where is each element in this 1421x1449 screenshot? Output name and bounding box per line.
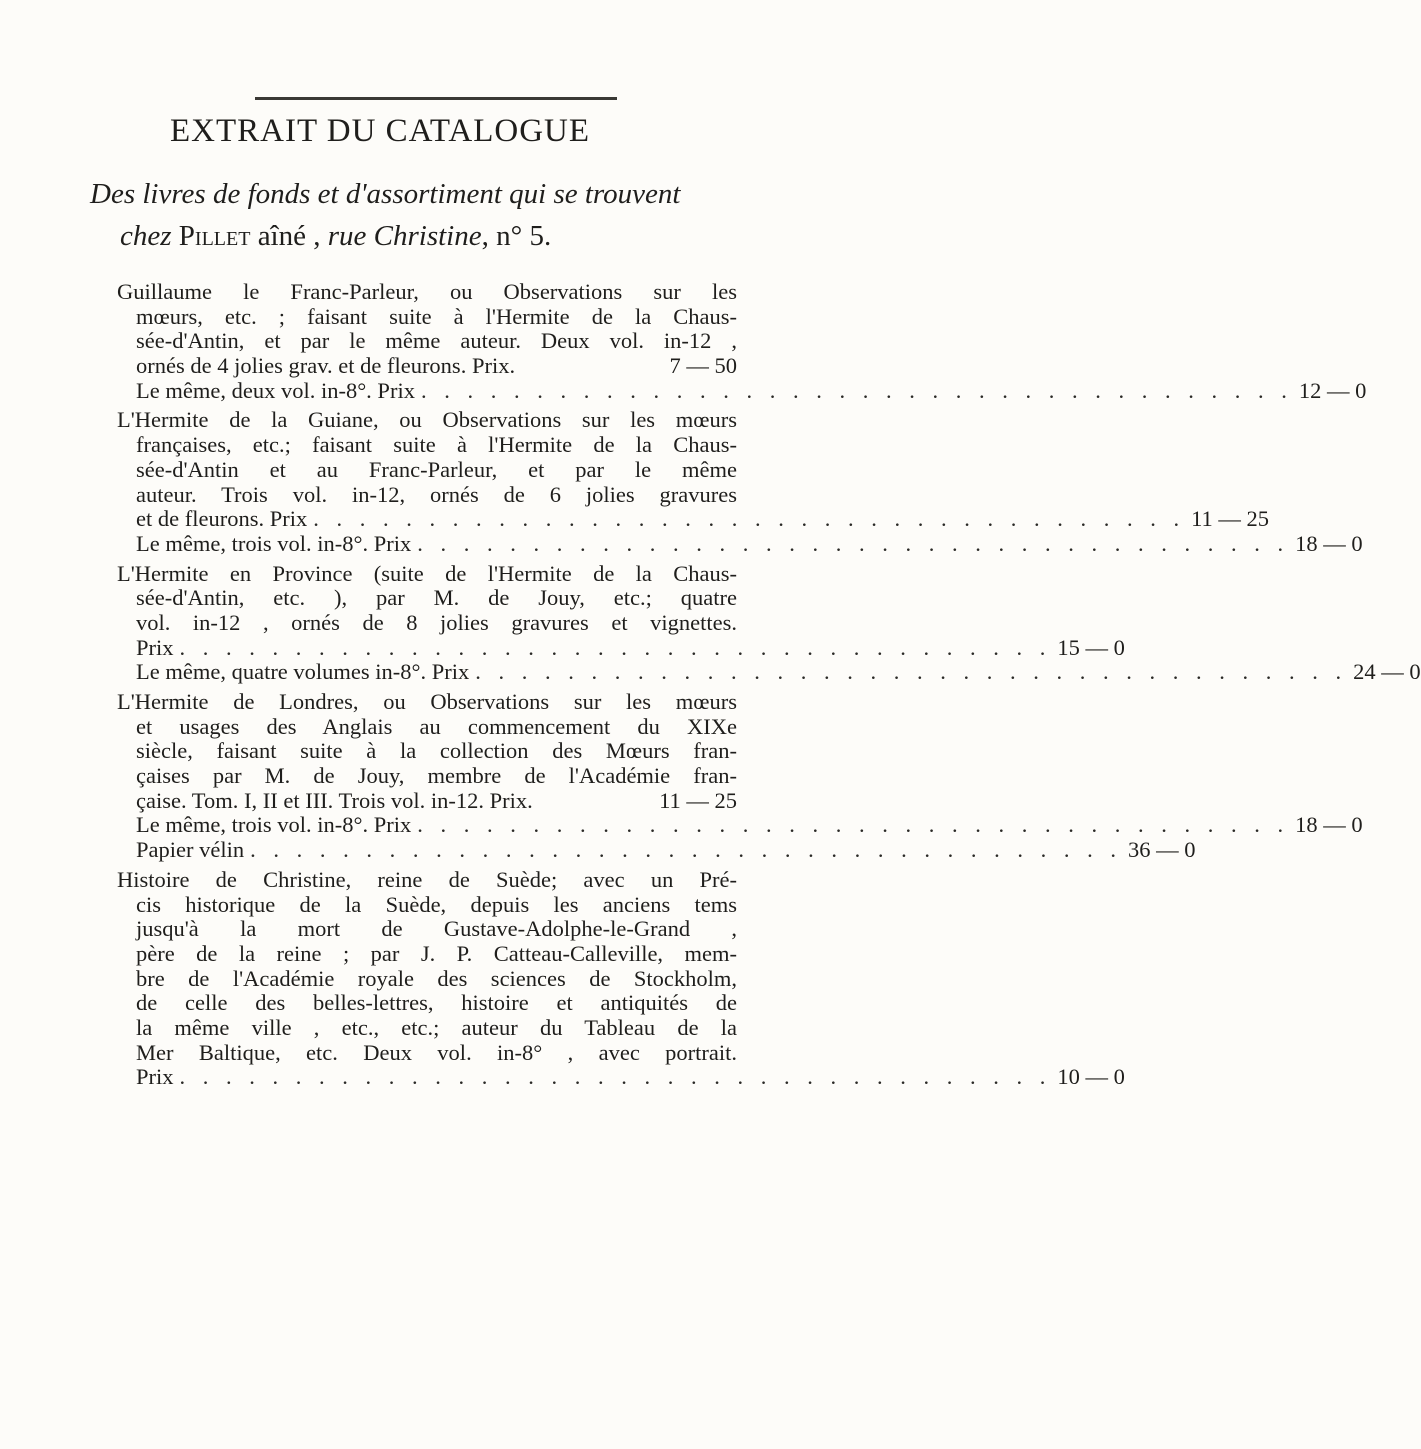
leader-dots	[533, 789, 653, 814]
entry-text-line	[117, 1041, 737, 1066]
entry-text-line	[117, 305, 737, 330]
leader-dots: . . . . . . . . . . . . . . . . . . . . . . . . . . . . . . . . . . . . . .	[179, 1064, 1052, 1090]
catalogue-entry	[117, 279, 1367, 403]
entry-price-line	[117, 837, 1196, 863]
entry-price: 10 — 0	[1057, 1064, 1125, 1090]
leader-dots: . . . . . . . . . . . . . . . . . . . . . . . . . . . . . . . . . . . . . .	[250, 837, 1122, 863]
entry-text: père de la reine ; par J. P. Catteau-Calleville, mem-	[136, 940, 737, 966]
entry-text: Le même, quatre volumes in-8°. Prix	[136, 659, 470, 685]
entry-text-line	[117, 408, 737, 433]
page-title: EXTRAIT DU CATALOGUE	[169, 113, 591, 149]
publisher-aine: aîné ,	[257, 220, 321, 252]
entry-text: et de fleurons. Prix	[136, 506, 308, 532]
entry-text: auteur. Trois vol. in-12, ornés de 6 jolies gravures	[136, 481, 737, 507]
catalogue-entry	[117, 407, 1363, 556]
entry-text: Mer Baltique, etc. Deux vol. in-8° , avec portrait.	[136, 1039, 737, 1065]
entry-price: 11 — 25	[659, 787, 737, 813]
entry-text: siècle, faisant suite à la collection des Mœurs fran-	[136, 738, 737, 764]
leader-dots	[515, 354, 663, 379]
entry-price-line	[117, 634, 1125, 661]
entry-text-line	[117, 868, 737, 893]
entry-text-line	[117, 764, 737, 789]
leader-dots: . . . . . . . . . . . . . . . . . . . . . . . . . . . . . . . . . . . . . .	[475, 659, 1348, 685]
entry-text: cis historique de la Suède, depuis les anciens tems	[136, 891, 737, 917]
entry-price-line	[117, 377, 1367, 404]
entry-text-line	[117, 433, 737, 458]
catalogue-list	[117, 279, 1421, 1095]
page-subtitle	[90, 173, 730, 257]
catalogue-entry	[117, 560, 1421, 685]
entry-price: 24 — 0	[1353, 659, 1421, 685]
entry-text: vol. in-12 , ornés de 8 jolies gravures et vignettes.	[136, 609, 737, 635]
entry-text: çaises par M. de Jouy, membre de l'Académie fran-	[136, 763, 737, 789]
entry-text: sée-d'Antin, et par le même auteur. Deux vol. in-12 ,	[136, 328, 737, 354]
entry-text-line	[117, 991, 737, 1016]
entry-text: Le même, deux vol. in-8°. Prix	[136, 377, 415, 403]
entry-price: 36 — 0	[1127, 837, 1196, 863]
entry-text: mœurs, etc. ; faisant suite à l'Hermite de la Chaus-	[136, 303, 737, 329]
entry-price: 18 — 0	[1295, 812, 1363, 838]
entry-price: 15 — 0	[1057, 634, 1125, 660]
entry-text: Le même, trois vol. in-8°. Prix	[136, 812, 412, 838]
entry-text: Le même, trois vol. in-8°. Prix	[136, 530, 412, 556]
entry-text-line	[117, 458, 737, 483]
entry-text-line	[117, 562, 737, 587]
catalogue-entry	[117, 689, 1363, 863]
top-rule	[255, 97, 617, 100]
catalogue-entry	[117, 866, 1125, 1090]
entry-text-line	[117, 942, 737, 967]
entry-price-line	[117, 789, 737, 814]
entry-text: la même ville , etc., etc.; auteur du Tableau de la	[136, 1014, 737, 1040]
entry-text: de celle des belles-lettres, histoire et antiquités de	[136, 990, 737, 1016]
entry-text-line	[117, 611, 737, 636]
entry-text: L'Hermite de la Guiane, ou Observations sur les mœurs	[117, 407, 737, 433]
entry-text: sée-d'Antin, etc. ), par M. de Jouy, etc.; quatre	[136, 585, 737, 611]
entry-text: Papier vélin	[136, 837, 245, 863]
leader-dots: . . . . . . . . . . . . . . . . . . . . . . . . . . . . . . . . . . . . . .	[179, 634, 1052, 660]
entry-text-line	[117, 280, 737, 305]
entry-text: Prix	[136, 1064, 174, 1090]
leader-dots: . . . . . . . . . . . . . . . . . . . . . . . . . . . . . . . . . . . . . .	[313, 506, 1186, 532]
entry-text-line	[117, 329, 737, 354]
entry-text: L'Hermite de Londres, ou Observations sur les mœurs	[117, 689, 737, 714]
entry-text-line	[117, 893, 737, 918]
entry-text: françaises, etc.; faisant suite à l'Hermite de la Chaus-	[136, 432, 737, 458]
entry-price: 12 — 0	[1298, 377, 1367, 403]
entry-text: sée-d'Antin et au Franc-Parleur, et par le même	[136, 456, 737, 482]
entry-text: bre de l'Académie royale des sciences de Stockholm,	[136, 965, 737, 991]
entry-text-line	[117, 715, 737, 740]
entry-text: L'Hermite en Province (suite de l'Hermite de la Chaus-	[117, 560, 737, 586]
entry-text: Guillaume le Franc-Parleur, ou Observations sur les	[117, 279, 737, 304]
publisher-street: rue Christine	[327, 220, 482, 252]
publisher-number: , n° 5.	[481, 220, 552, 252]
entry-text-line	[117, 917, 737, 942]
entry-price: 18 — 0	[1295, 530, 1363, 556]
entry-text: Prix	[136, 634, 174, 660]
entry-price-line	[117, 354, 737, 379]
leader-dots: . . . . . . . . . . . . . . . . . . . . . . . . . . . . . . . . . . . . . .	[417, 812, 1290, 838]
entry-text: ornés de 4 jolies grav. et de fleurons. Prix.	[136, 353, 516, 379]
leader-dots: . . . . . . . . . . . . . . . . . . . . . . . . . . . . . . . . . . . . . .	[420, 377, 1293, 403]
subtitle-line-2	[90, 215, 730, 257]
entry-price: 7 — 50	[669, 353, 737, 379]
entry-price-line	[117, 659, 1421, 685]
entry-price-line	[117, 506, 1270, 532]
entry-text-line	[117, 586, 737, 611]
entry-text-line	[117, 739, 737, 764]
entry-price-line	[117, 530, 1363, 557]
entry-text: et usages des Anglais au commencement du XIXe	[136, 713, 737, 739]
entry-price-line	[117, 1064, 1125, 1090]
entry-text: Histoire de Christine, reine de Suède; avec un Pré-	[117, 866, 737, 892]
entry-text: jusqu'à la mort de Gustave-Adolphe-le-Grand ,	[136, 916, 737, 942]
entry-text-line	[117, 1016, 737, 1041]
entry-text: çaise. Tom. I, II et III. Trois vol. in-12. Prix.	[136, 787, 533, 813]
publisher-name: Pillet	[178, 220, 251, 252]
entry-price: 11 — 25	[1191, 506, 1270, 532]
entry-price-line	[117, 812, 1363, 838]
subtitle-chez: chez	[120, 220, 172, 252]
entry-text-line	[117, 690, 737, 715]
subtitle-line-1: Des livres de fonds et d'assortiment qui se trouvent	[90, 178, 681, 210]
leader-dots: . . . . . . . . . . . . . . . . . . . . . . . . . . . . . . . . . . . . . .	[417, 530, 1290, 556]
entry-text-line	[117, 483, 737, 508]
entry-text-line	[117, 967, 737, 992]
